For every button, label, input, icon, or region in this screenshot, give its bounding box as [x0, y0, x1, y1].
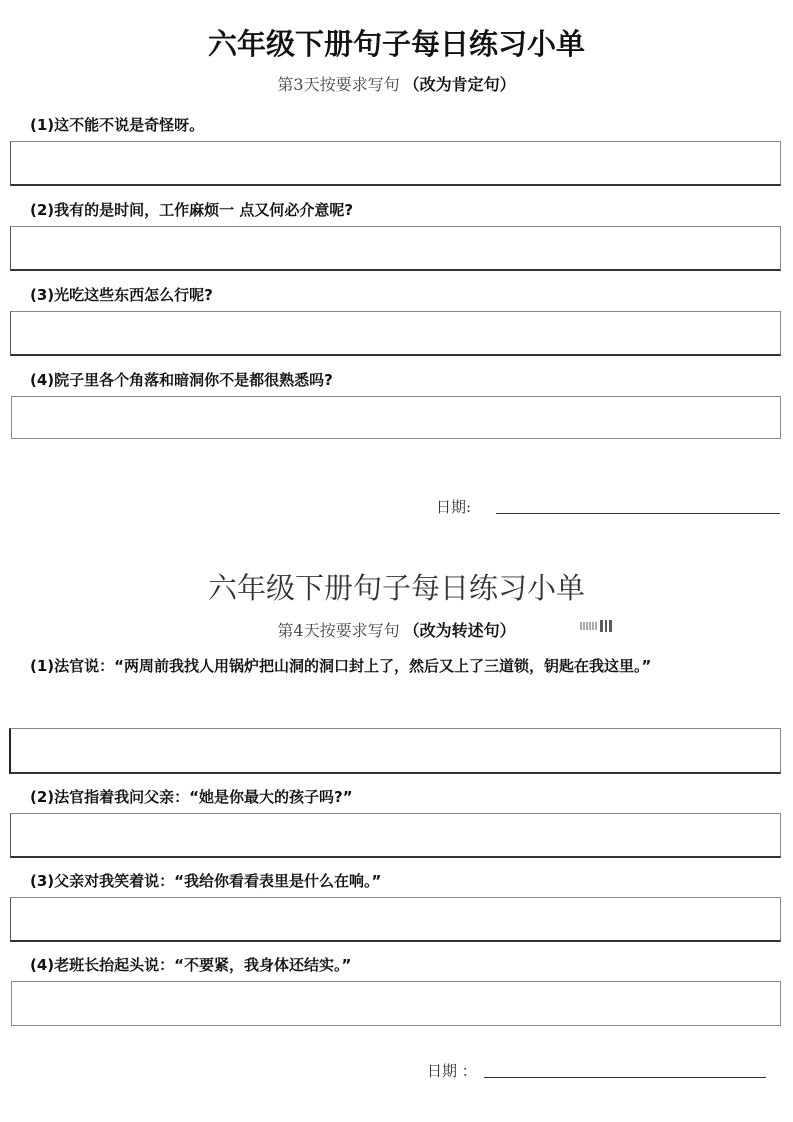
sheet2-subtitle [0, 618, 793, 641]
sheet1-question-4: (4)院子里各个角落和暗洞你不是都很熟悉吗? [30, 371, 333, 389]
sheet2-question-3: (3)父亲对我笑着说：“我给你看看表里是什么在响。” [30, 872, 382, 890]
sheet1-question-3: (3)光吃这些东西怎么行呢? [30, 286, 213, 304]
sheet1-title: 六年级下册句子每日练习小单 [207, 27, 585, 61]
qr-code-icon [600, 620, 612, 632]
sheet2-question-4: (4)老班长抬起头说：“不要紧，我身体还结实。” [30, 956, 352, 974]
sheet2-date-line[interactable] [484, 1077, 766, 1078]
sheet2-title: 六年级下册句子每日练习小单 [207, 571, 585, 605]
sheet1-subtitle-main: 第3天按要求写句 [277, 75, 400, 94]
sheet1-answer-box-1[interactable] [10, 141, 781, 186]
sheet2-answer-box-3[interactable] [10, 897, 781, 942]
sheet1-date-label: 日期: [436, 498, 472, 516]
sheet1-subtitle [0, 72, 793, 95]
sheet1-subtitle-paren: （改为肯定句） [403, 75, 516, 94]
qr-caption-graphic [580, 622, 598, 630]
sheet2-subtitle-main: 第4天按要求写句 [277, 621, 400, 640]
sheet2-answer-box-2[interactable] [10, 813, 781, 858]
sheet1-answer-box-2[interactable] [10, 226, 781, 271]
sheet2-subtitle-paren: （改为转述句） [403, 621, 516, 640]
sheet1-answer-box-4[interactable] [11, 396, 781, 439]
sheet1-question-1: (1)这不能不说是奇怪呀。 [30, 116, 205, 134]
sheet2-answer-box-1[interactable] [9, 728, 781, 774]
sheet1-question-2: (2)我有的是时间，工作麻烦一 点又何必介意呢? [30, 201, 354, 219]
sheet2-date-label: 日期 ： [427, 1062, 477, 1080]
sheet2-question-2: (2)法官指着我问父亲：“她是你最大的孩子吗?” [30, 788, 353, 806]
sheet1-date-line[interactable] [496, 513, 780, 514]
sheet2-answer-box-4[interactable] [11, 981, 781, 1026]
sheet1-answer-box-3[interactable] [10, 311, 781, 356]
sheet2-question-1: (1)法官说：“两周前我找人用锅炉把山洞的洞口封上了，然后又上了三道锁，钥匙在我这里。” [30, 657, 652, 675]
